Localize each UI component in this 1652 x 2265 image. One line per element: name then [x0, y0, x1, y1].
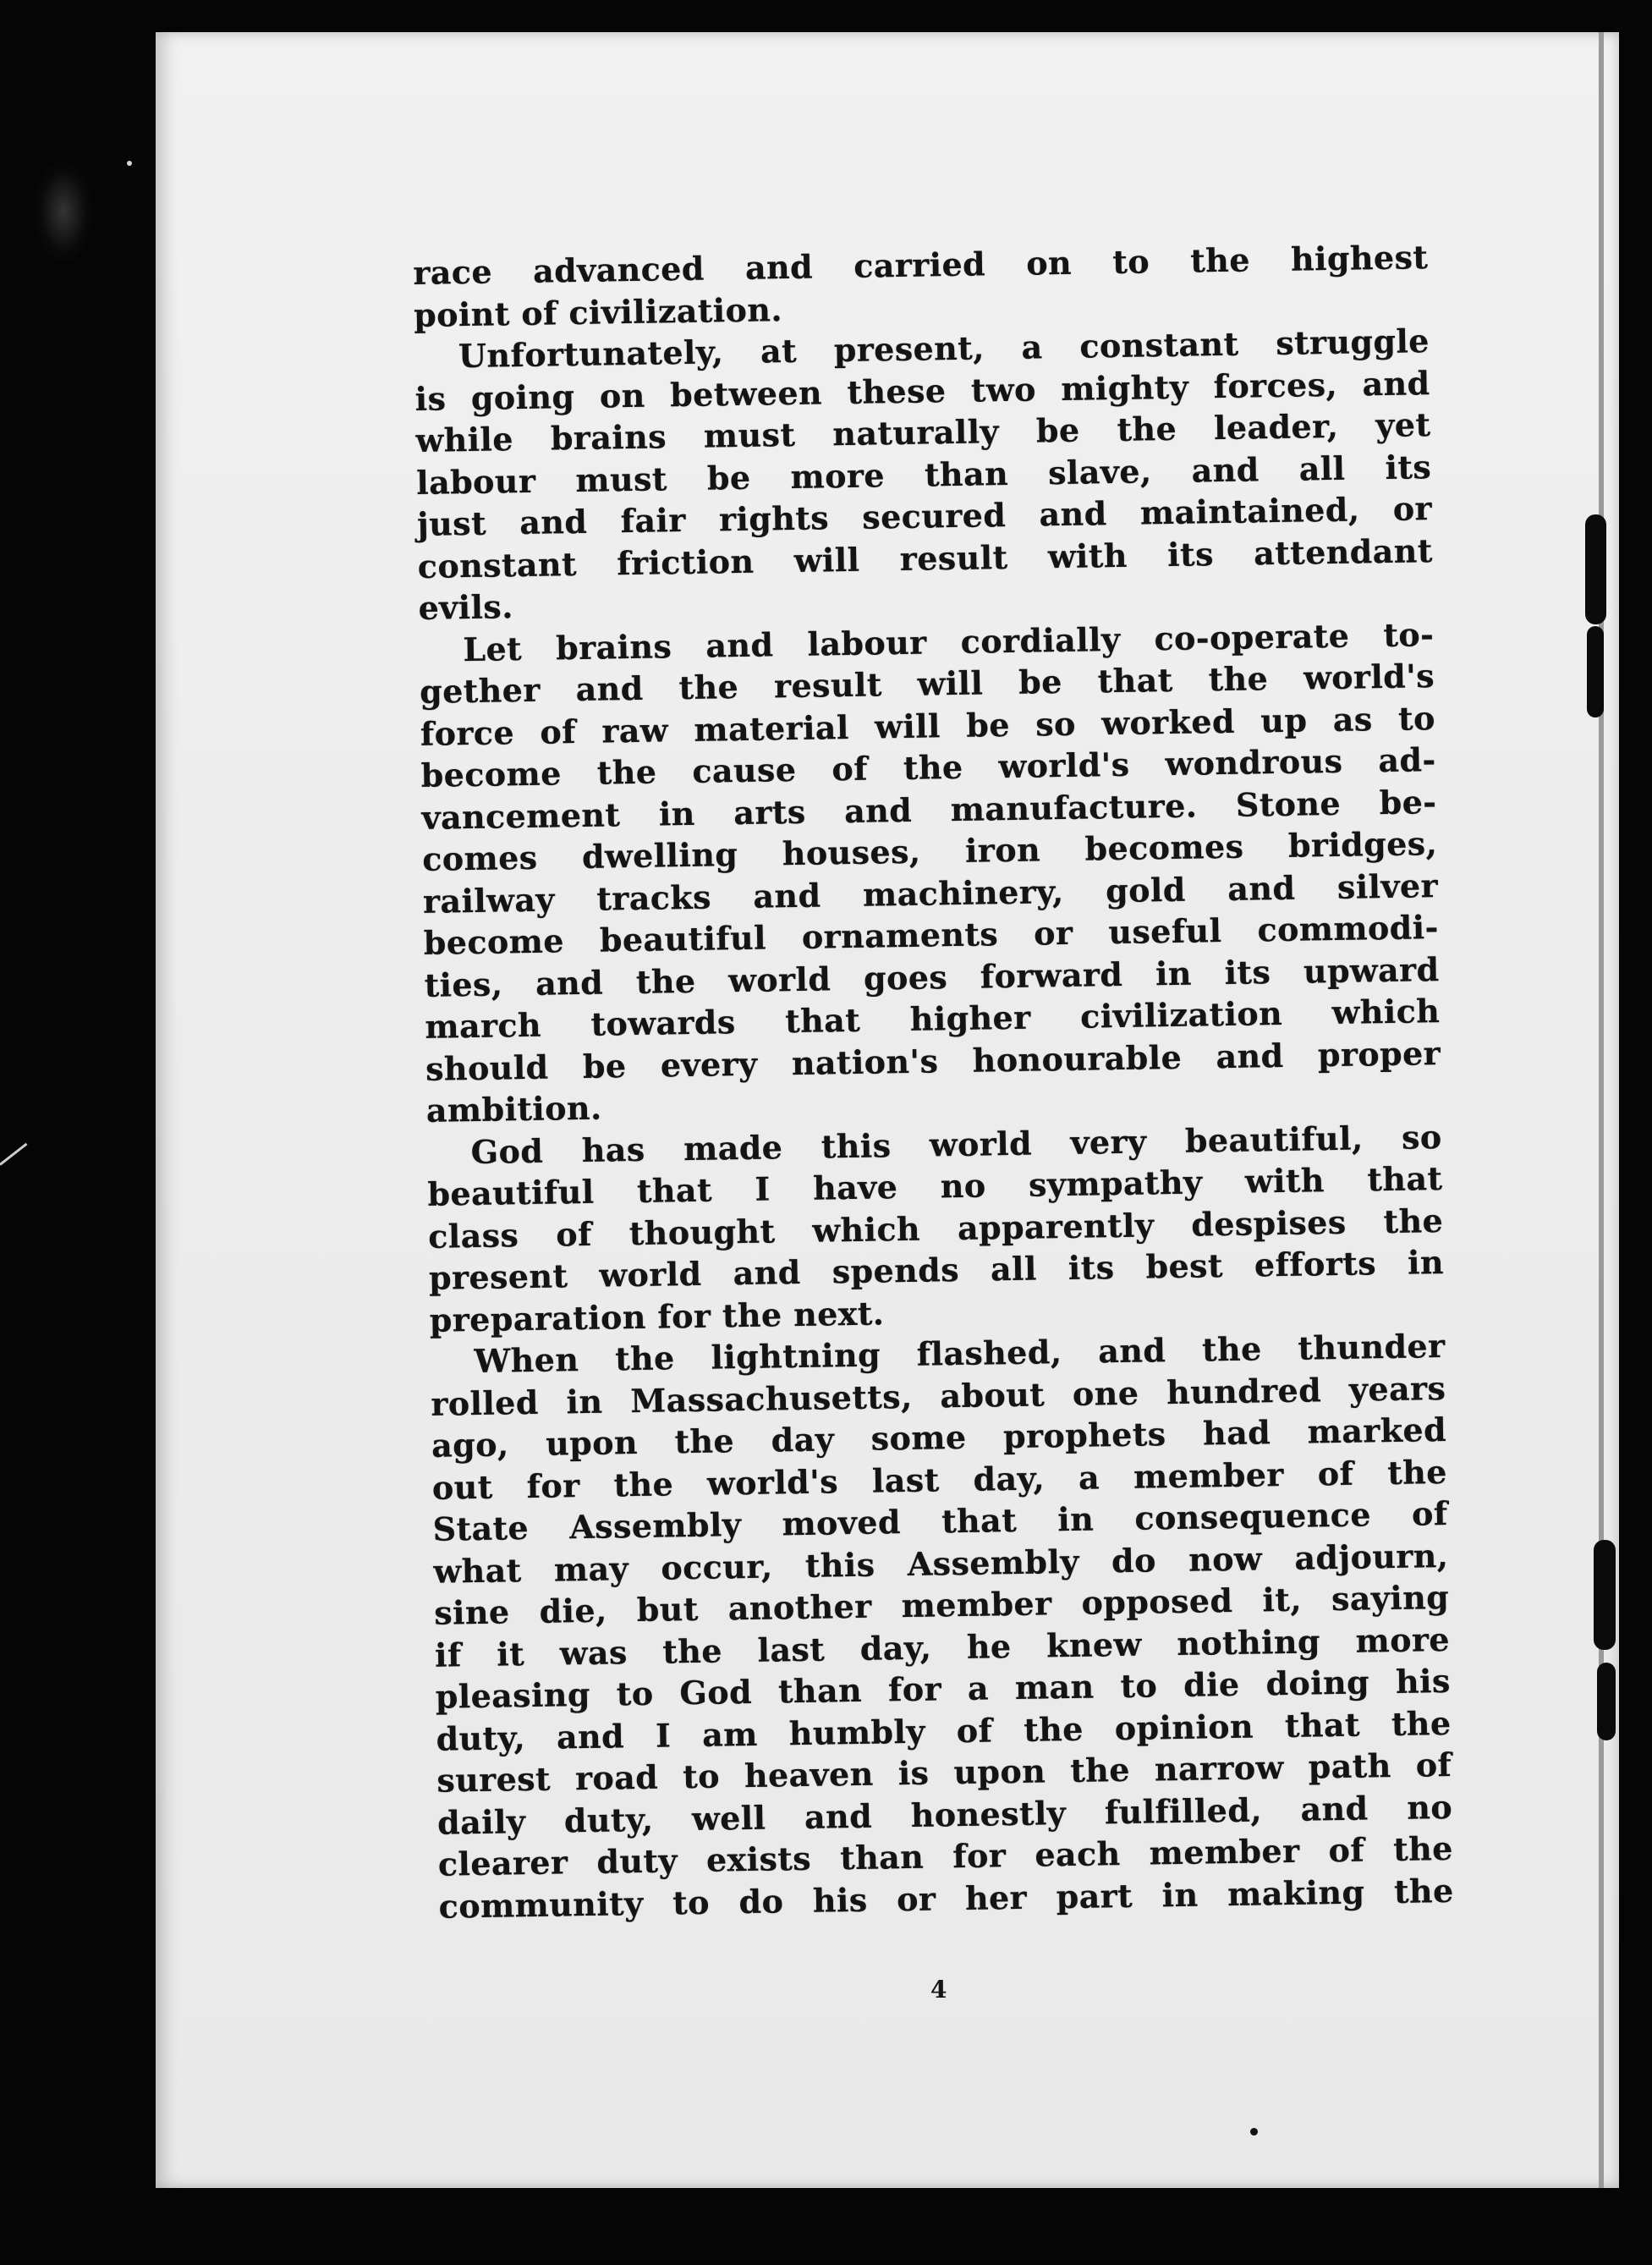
text-line: When the lightning flashed, and the thunder	[474, 1326, 1446, 1381]
text-line: constant friction will result with its attendant	[417, 531, 1434, 585]
text-line: Let brains and labour cordially co-operate to-	[463, 614, 1435, 668]
text-line: daily duty, well and honestly fulfilled, and no	[436, 1787, 1453, 1842]
text-line: duty, and I am humbly of the opinion that the	[436, 1703, 1452, 1758]
text-line: present world and spends all its best efforts in	[428, 1243, 1445, 1297]
text-line: just and fair rights secured and maintained, or	[416, 489, 1433, 543]
text-line: surest road to heaven is upon the narrow path of	[436, 1745, 1452, 1800]
page-number: 4	[930, 1976, 947, 2004]
text-line: out for the world's last day, a member of the	[431, 1452, 1448, 1507]
text-line: sine die, but another member opposed it, saying	[433, 1577, 1450, 1632]
text-line: become beautiful ornaments or useful commodi-	[423, 908, 1440, 962]
text-line: point of civilization.	[413, 289, 783, 334]
text-line: clearer duty exists than for each member of the	[437, 1828, 1454, 1883]
text-line: vancement in arts and manufacture. Stone be-	[421, 782, 1437, 837]
page-edge	[1599, 32, 1604, 2188]
text-line: become the cause of the world's wondrous ad-	[420, 740, 1436, 794]
text-line: ambition.	[425, 1088, 602, 1130]
margin-mark	[1594, 1540, 1616, 1650]
text-line: preparation for the next.	[429, 1293, 885, 1339]
text-line: ago, upon the day some prophets had marked	[431, 1410, 1447, 1465]
margin-mark	[1597, 1663, 1616, 1740]
text-line: State Assembly moved that in consequence of	[432, 1493, 1448, 1548]
text-line: railway tracks and machinery, gold and silver	[422, 866, 1439, 921]
text-line: should be every nation's honourable and proper	[425, 1033, 1441, 1088]
text-line: is going on between these two mighty forces, and	[414, 363, 1430, 418]
body-text	[413, 236, 1454, 1927]
text-line: comes dwelling houses, iron becomes bridges,	[421, 824, 1438, 878]
text-line: if it was the last day, he knew nothing more	[434, 1619, 1451, 1674]
margin-mark	[1587, 626, 1604, 717]
text-line: gether and the result will be that the world's	[419, 657, 1435, 711]
text-line: God has made this world very beautiful, so	[470, 1117, 1442, 1171]
text-line: race advanced and carried on to the highest	[413, 238, 1429, 292]
text-line: labour must be more than slave, and all its	[415, 447, 1432, 502]
film-glare	[34, 161, 93, 262]
text-line: rolled in Massachusetts, about one hundred years	[431, 1368, 1446, 1423]
film-speck	[127, 161, 132, 166]
film-speck	[1250, 2128, 1258, 2136]
text-line: Unfortunately, at present, a constant struggle	[458, 322, 1430, 376]
text-line: beautiful that I have no sympathy with that	[427, 1159, 1443, 1213]
margin-mark	[1585, 514, 1606, 624]
text-line: pleasing to God than for a man to die doing his	[435, 1661, 1452, 1716]
text-line: march towards that higher civilization which	[425, 992, 1441, 1046]
text-line: evils.	[418, 587, 514, 627]
text-line: what may occur, this Assembly do now adjourn,	[433, 1536, 1449, 1591]
text-line: ties, and the world goes forward in its upward	[424, 949, 1440, 1004]
film-scratch	[0, 1143, 27, 1166]
text-line: force of raw material will be so worked up as to	[420, 698, 1436, 753]
text-line: class of thought which apparently despises the	[427, 1201, 1444, 1256]
text-line: community to do his or her part in making the	[438, 1871, 1454, 1926]
text-line: while brains must naturally be the leader, yet	[415, 405, 1431, 459]
